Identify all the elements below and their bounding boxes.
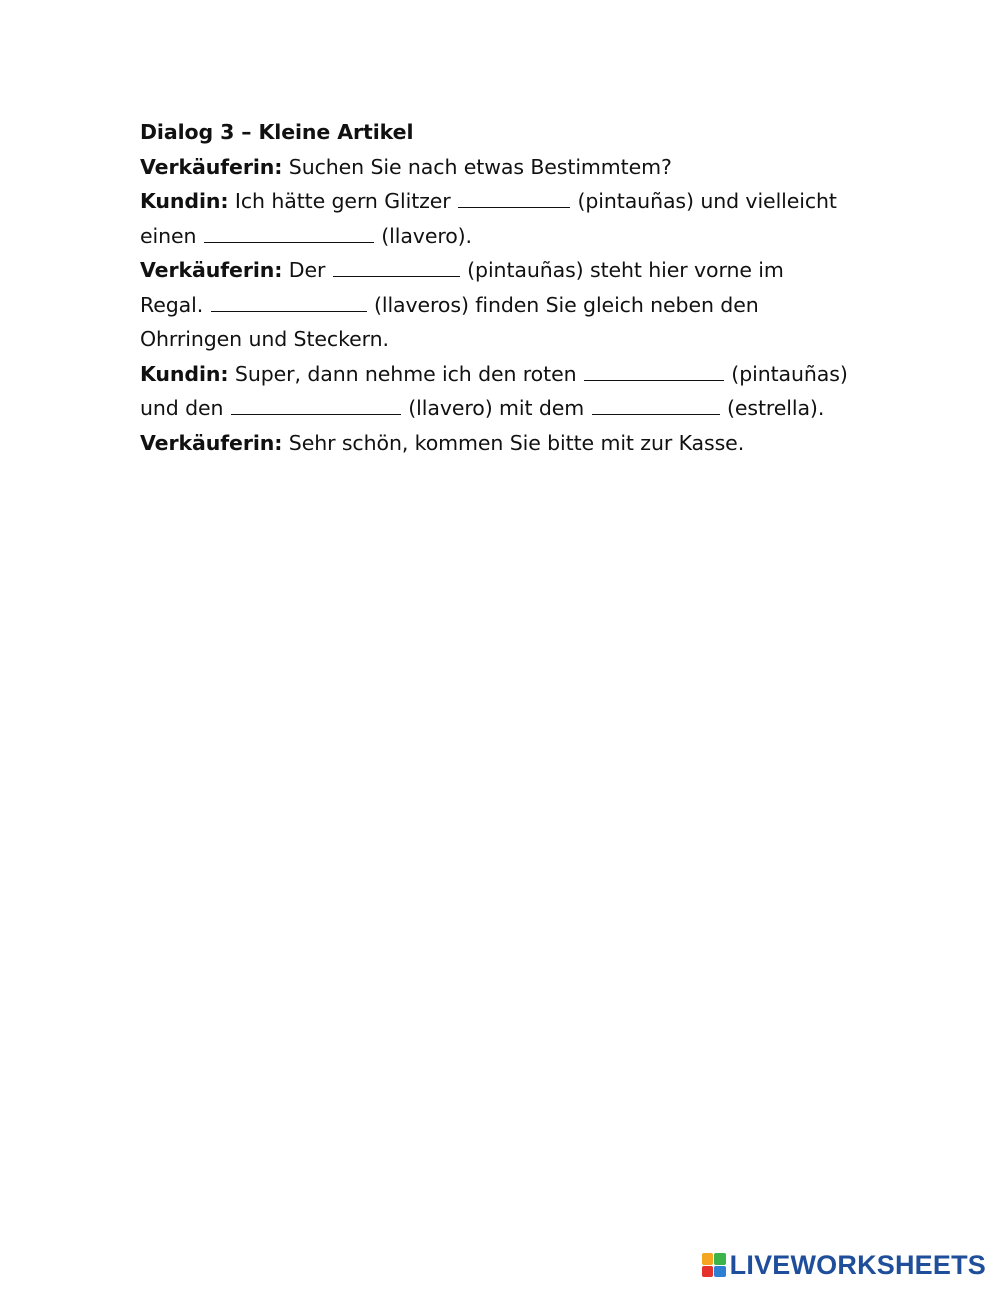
- speaker-label: Verkäuferin:: [140, 430, 283, 455]
- logo-square-red: [702, 1266, 714, 1278]
- dialog-text-segment: (pintauñas) und vielleicht: [571, 189, 837, 213]
- liveworksheets-branding: [702, 1252, 986, 1278]
- blank-field-3[interactable]: [333, 258, 460, 277]
- dialog-line-8: [140, 391, 900, 426]
- logo-square-green: [714, 1253, 726, 1265]
- dialog-text-segment: Suchen Sie nach etwas Bestimmtem?: [282, 154, 672, 179]
- blank-field-6[interactable]: [231, 396, 401, 415]
- speaker-label: Kundin:: [140, 361, 229, 386]
- speaker-label: Verkäuferin:: [140, 154, 283, 179]
- dialog-text: [140, 115, 900, 460]
- dialog-text-segment: (pintauñas) steht hier vorne im: [460, 258, 784, 282]
- dialog-text-segment: Der: [282, 258, 332, 282]
- dialog-text-segment: (llavero) mit dem: [401, 396, 591, 420]
- dialog-line-3: [140, 219, 900, 254]
- dialog-line-9: [140, 426, 900, 461]
- dialog-title: Dialog 3 – Kleine Artikel: [140, 120, 414, 144]
- dialog-line-4: [140, 253, 900, 288]
- dialog-text-segment: (estrella).: [720, 396, 825, 420]
- dialog-text-segment: Regal.: [140, 292, 210, 317]
- dialog-text-segment: Ich hätte gern Glitzer: [228, 189, 458, 213]
- blank-field-2[interactable]: [204, 224, 374, 243]
- liveworksheets-wordmark: LIVEWORKSHEETS: [729, 1250, 986, 1280]
- dialog-line-2: [140, 184, 900, 219]
- dialog-text-segment: (llaveros) finden Sie gleich neben den: [367, 292, 759, 317]
- dialog-text-segment: (llavero).: [374, 223, 472, 248]
- dialog-text-segment: Super, dann nehme ich den roten: [228, 361, 583, 386]
- speaker-label: Verkäuferin:: [140, 258, 283, 282]
- blank-field-7[interactable]: [592, 396, 720, 415]
- liveworksheets-logo-icon: [702, 1253, 726, 1277]
- dialog-line-6: [140, 322, 900, 357]
- dialog-text-segment: einen: [140, 223, 203, 248]
- dialog-text-segment: (pintauñas): [724, 361, 848, 386]
- dialog-text-segment: Ohrringen und Steckern.: [140, 327, 389, 351]
- blank-field-4[interactable]: [211, 293, 367, 312]
- logo-square-orange: [702, 1253, 714, 1265]
- dialog-text-segment: und den: [140, 396, 230, 420]
- dialog-line-1: [140, 150, 900, 185]
- speaker-label: Kundin:: [140, 189, 229, 213]
- dialog-text-segment: Sehr schön, kommen Sie bitte mit zur Kasse.: [282, 430, 745, 455]
- dialog-line-7: [140, 357, 900, 392]
- dialog-line-5: [140, 288, 900, 323]
- blank-field-5[interactable]: [584, 362, 724, 381]
- logo-square-blue: [714, 1266, 726, 1278]
- blank-field-1[interactable]: [458, 189, 570, 208]
